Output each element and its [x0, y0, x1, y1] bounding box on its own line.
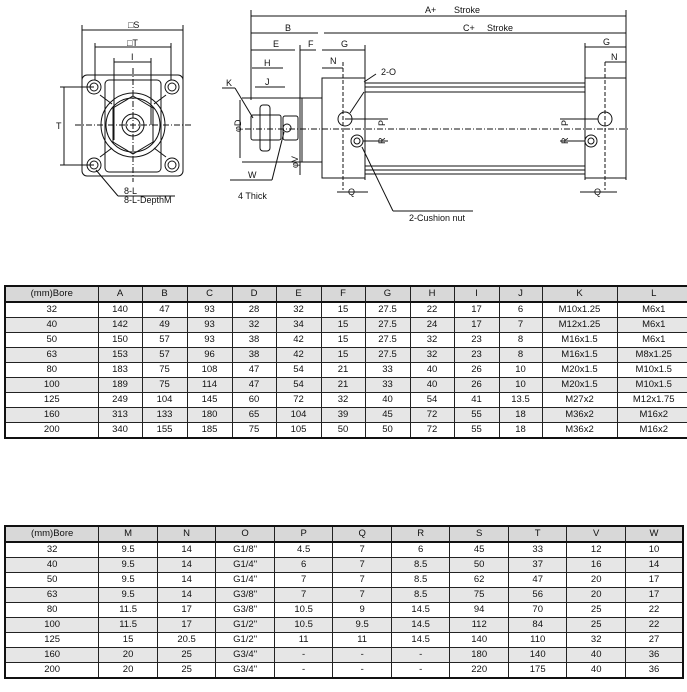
value-cell: 32	[276, 302, 321, 318]
value-cell: 75	[232, 423, 276, 439]
value-cell: 185	[187, 423, 232, 439]
value-cell: 7	[333, 542, 392, 558]
value-cell: M36x2	[542, 423, 617, 439]
value-cell: M6x1	[617, 318, 687, 333]
value-cell: 10	[499, 363, 542, 378]
value-cell: 94	[450, 603, 509, 618]
header-cell: W	[625, 526, 683, 542]
header-cell: (mm)Bore	[5, 526, 99, 542]
value-cell: 180	[450, 648, 509, 663]
value-cell: 28	[232, 302, 276, 318]
value-cell: 75	[142, 378, 187, 393]
table-row	[5, 302, 687, 318]
bore-cell: 80	[5, 603, 99, 618]
table-row	[5, 378, 687, 393]
value-cell: 25	[157, 648, 216, 663]
value-cell: 133	[142, 408, 187, 423]
header-cell: B	[142, 286, 187, 302]
value-cell: 340	[98, 423, 142, 439]
table-header-row	[5, 526, 683, 542]
value-cell: 54	[276, 378, 321, 393]
value-cell: 32	[567, 633, 626, 648]
label-t-side: T	[56, 121, 62, 131]
value-cell: 7	[333, 573, 392, 588]
value-cell: 6	[499, 302, 542, 318]
value-cell: 72	[276, 393, 321, 408]
value-cell: 22	[625, 603, 683, 618]
value-cell: 15	[321, 333, 365, 348]
label-f: F	[308, 39, 314, 49]
table-row	[5, 333, 687, 348]
label-s: □S	[128, 20, 140, 30]
value-cell: -	[333, 663, 392, 679]
bore-cell: 100	[5, 378, 98, 393]
value-cell: M10x1.5	[617, 363, 687, 378]
table-row	[5, 542, 683, 558]
table-row	[5, 618, 683, 633]
callout-8-l-depth: 8-L-DepthM	[124, 195, 172, 205]
value-cell: 13.5	[499, 393, 542, 408]
value-cell: 15	[99, 633, 158, 648]
table1-body	[5, 302, 687, 438]
label-cushion-nut: 2-Cushion nut	[409, 213, 466, 223]
table-row	[5, 633, 683, 648]
label-n-right: N	[611, 52, 618, 62]
value-cell: 142	[98, 318, 142, 333]
value-cell: 32	[321, 393, 365, 408]
value-cell: 70	[508, 603, 567, 618]
value-cell: 23	[454, 348, 499, 363]
value-cell: 110	[508, 633, 567, 648]
value-cell: 24	[410, 318, 454, 333]
value-cell: 93	[187, 302, 232, 318]
value-cell: 14.5	[391, 603, 450, 618]
value-cell: 50	[365, 423, 410, 439]
value-cell: 25	[567, 618, 626, 633]
value-cell: 21	[321, 363, 365, 378]
value-cell: 25	[567, 603, 626, 618]
side-view	[222, 5, 630, 223]
value-cell: 55	[454, 408, 499, 423]
value-cell: -	[391, 663, 450, 679]
value-cell: 8.5	[391, 558, 450, 573]
value-cell: 55	[454, 423, 499, 439]
value-cell: 93	[187, 333, 232, 348]
value-cell: 33	[365, 378, 410, 393]
table-row	[5, 348, 687, 363]
value-cell: 17	[454, 318, 499, 333]
value-cell: 26	[454, 378, 499, 393]
value-cell: 32	[232, 318, 276, 333]
value-cell: 45	[450, 542, 509, 558]
value-cell: 38	[232, 348, 276, 363]
value-cell: 56	[508, 588, 567, 603]
value-cell: 15	[321, 318, 365, 333]
label-q-left: Q	[348, 187, 356, 197]
value-cell: -	[391, 648, 450, 663]
bore-cell: 125	[5, 393, 98, 408]
value-cell: 75	[450, 588, 509, 603]
table-header-row	[5, 286, 687, 302]
value-cell: 10.5	[274, 603, 333, 618]
value-cell: 18	[499, 423, 542, 439]
header-cell: J	[499, 286, 542, 302]
callout-8-l: 8-L	[124, 186, 138, 196]
value-cell: 153	[98, 348, 142, 363]
bore-cell: 160	[5, 648, 99, 663]
bore-cell: 100	[5, 618, 99, 633]
value-cell: 65	[232, 408, 276, 423]
dimension-table-a-to-l	[4, 285, 687, 439]
value-cell: 16	[567, 558, 626, 573]
value-cell: 49	[142, 318, 187, 333]
value-cell: G3/4"	[216, 648, 275, 663]
table-row	[5, 588, 683, 603]
value-cell: 34	[276, 318, 321, 333]
table-row	[5, 363, 687, 378]
header-cell: S	[450, 526, 509, 542]
value-cell: 6	[391, 542, 450, 558]
value-cell: 17	[625, 588, 683, 603]
value-cell: 189	[98, 378, 142, 393]
value-cell: 10	[499, 378, 542, 393]
table-row	[5, 603, 683, 618]
value-cell: 47	[232, 363, 276, 378]
value-cell: G3/4"	[216, 663, 275, 679]
label-p-right: P	[560, 119, 570, 126]
value-cell: M16x2	[617, 408, 687, 423]
label-c-stroke: Stroke	[487, 23, 514, 33]
value-cell: 37	[508, 558, 567, 573]
bore-cell: 32	[5, 302, 98, 318]
value-cell: G1/4"	[216, 558, 275, 573]
header-cell: C	[187, 286, 232, 302]
value-cell: M6x1	[617, 302, 687, 318]
value-cell: 27.5	[365, 302, 410, 318]
value-cell: 183	[98, 363, 142, 378]
value-cell: 9.5	[99, 588, 158, 603]
value-cell: 12	[567, 542, 626, 558]
bore-cell: 32	[5, 542, 99, 558]
value-cell: 14	[157, 573, 216, 588]
value-cell: 54	[276, 363, 321, 378]
value-cell: 8.5	[391, 573, 450, 588]
value-cell: 175	[508, 663, 567, 679]
value-cell: 57	[142, 333, 187, 348]
value-cell: 14.5	[391, 633, 450, 648]
value-cell: 220	[450, 663, 509, 679]
value-cell: 20	[567, 573, 626, 588]
value-cell: 150	[98, 333, 142, 348]
value-cell: G1/8"	[216, 542, 275, 558]
value-cell: 20	[567, 588, 626, 603]
header-cell: I	[454, 286, 499, 302]
value-cell: M10x1.25	[542, 302, 617, 318]
value-cell: 26	[454, 363, 499, 378]
header-cell: M	[99, 526, 158, 542]
value-cell: 114	[187, 378, 232, 393]
bore-cell: 40	[5, 558, 99, 573]
value-cell: 17	[625, 573, 683, 588]
value-cell: 17	[157, 603, 216, 618]
value-cell: 42	[276, 333, 321, 348]
table-row	[5, 423, 687, 439]
value-cell: 75	[142, 363, 187, 378]
value-cell: M16x1.5	[542, 348, 617, 363]
value-cell: 140	[450, 633, 509, 648]
value-cell: 62	[450, 573, 509, 588]
value-cell: M20x1.5	[542, 363, 617, 378]
value-cell: 72	[410, 408, 454, 423]
value-cell: 108	[187, 363, 232, 378]
value-cell: 36	[625, 663, 683, 679]
value-cell: 11.5	[99, 618, 158, 633]
value-cell: G1/4"	[216, 573, 275, 588]
label-b: B	[285, 23, 292, 33]
value-cell: 11.5	[99, 603, 158, 618]
value-cell: 20.5	[157, 633, 216, 648]
table-row	[5, 408, 687, 423]
table-row	[5, 318, 687, 333]
value-cell: 50	[321, 423, 365, 439]
header-cell: K	[542, 286, 617, 302]
value-cell: -	[333, 648, 392, 663]
value-cell: 27.5	[365, 333, 410, 348]
table-row	[5, 648, 683, 663]
value-cell: 15	[321, 348, 365, 363]
value-cell: 7	[333, 588, 392, 603]
header-cell: F	[321, 286, 365, 302]
value-cell: 140	[508, 648, 567, 663]
value-cell: 313	[98, 408, 142, 423]
value-cell: 7	[274, 588, 333, 603]
value-cell: 33	[508, 542, 567, 558]
value-cell: M27x2	[542, 393, 617, 408]
label-n-left: N	[330, 56, 337, 66]
value-cell: 25	[157, 663, 216, 679]
value-cell: 93	[187, 318, 232, 333]
value-cell: G1/2"	[216, 633, 275, 648]
value-cell: 104	[276, 408, 321, 423]
value-cell: 17	[157, 618, 216, 633]
bore-cell: 40	[5, 318, 98, 333]
front-view	[56, 20, 192, 205]
value-cell: 23	[454, 333, 499, 348]
bore-cell: 50	[5, 333, 98, 348]
value-cell: 60	[232, 393, 276, 408]
value-cell: 40	[410, 363, 454, 378]
label-g-left: G	[341, 39, 349, 49]
value-cell: M6x1	[617, 333, 687, 348]
value-cell: M16x2	[617, 423, 687, 439]
label-port: 2-O	[381, 67, 397, 77]
label-e: E	[273, 39, 280, 49]
label-g-right: G	[603, 37, 611, 47]
value-cell: 36	[625, 648, 683, 663]
table-row	[5, 558, 683, 573]
value-cell: 7	[274, 573, 333, 588]
header-cell: G	[365, 286, 410, 302]
value-cell: 18	[499, 408, 542, 423]
value-cell: 32	[410, 348, 454, 363]
label-c: C+	[463, 23, 475, 33]
label-r-left: R	[377, 137, 387, 144]
value-cell: 105	[276, 423, 321, 439]
value-cell: 20	[99, 648, 158, 663]
value-cell: 47	[232, 378, 276, 393]
value-cell: 84	[508, 618, 567, 633]
label-t-top: □T	[127, 38, 138, 48]
header-cell: V	[567, 526, 626, 542]
label-r-right: R	[560, 137, 570, 144]
value-cell: 15	[321, 302, 365, 318]
value-cell: 27	[625, 633, 683, 648]
label-thick: 4 Thick	[238, 191, 267, 201]
label-j: J	[265, 77, 270, 87]
value-cell: 39	[321, 408, 365, 423]
value-cell: G3/8"	[216, 603, 275, 618]
label-h: H	[264, 58, 271, 68]
value-cell: 45	[365, 408, 410, 423]
value-cell: 11	[274, 633, 333, 648]
value-cell: 112	[450, 618, 509, 633]
value-cell: -	[274, 663, 333, 679]
value-cell: 14	[157, 542, 216, 558]
value-cell: M12x1.75	[617, 393, 687, 408]
header-cell: D	[232, 286, 276, 302]
value-cell: 47	[142, 302, 187, 318]
value-cell: 10.5	[274, 618, 333, 633]
bore-cell: 63	[5, 348, 98, 363]
label-phi-v: φV	[290, 156, 300, 168]
value-cell: 4.5	[274, 542, 333, 558]
value-cell: G3/8"	[216, 588, 275, 603]
bore-cell: 160	[5, 408, 98, 423]
value-cell: 40	[365, 393, 410, 408]
value-cell: 9.5	[333, 618, 392, 633]
value-cell: 104	[142, 393, 187, 408]
value-cell: M16x1.5	[542, 333, 617, 348]
label-i: I	[131, 52, 134, 62]
value-cell: 145	[187, 393, 232, 408]
value-cell: M10x1.5	[617, 378, 687, 393]
value-cell: 38	[232, 333, 276, 348]
value-cell: 96	[187, 348, 232, 363]
value-cell: 14	[157, 588, 216, 603]
header-cell: H	[410, 286, 454, 302]
bore-cell: 80	[5, 363, 98, 378]
value-cell: 33	[365, 363, 410, 378]
value-cell: G1/2"	[216, 618, 275, 633]
value-cell: 32	[410, 333, 454, 348]
value-cell: 20	[99, 663, 158, 679]
value-cell: 7	[333, 558, 392, 573]
value-cell: 8	[499, 348, 542, 363]
value-cell: 7	[499, 318, 542, 333]
header-cell: N	[157, 526, 216, 542]
header-cell: L	[617, 286, 687, 302]
label-a-stroke: Stroke	[454, 5, 481, 15]
value-cell: 8	[499, 333, 542, 348]
header-cell: Q	[333, 526, 392, 542]
header-cell: T	[508, 526, 567, 542]
header-cell: A	[98, 286, 142, 302]
value-cell: 155	[142, 423, 187, 439]
value-cell: 14	[625, 558, 683, 573]
value-cell: 11	[333, 633, 392, 648]
value-cell: 22	[625, 618, 683, 633]
value-cell: 22	[410, 302, 454, 318]
table2-body	[5, 542, 683, 678]
value-cell: M8x1.25	[617, 348, 687, 363]
bore-cell: 200	[5, 423, 98, 439]
value-cell: 10	[625, 542, 683, 558]
value-cell: M36x2	[542, 408, 617, 423]
label-w: W	[248, 170, 257, 180]
value-cell: 42	[276, 348, 321, 363]
value-cell: 50	[450, 558, 509, 573]
value-cell: 14.5	[391, 618, 450, 633]
table-row	[5, 393, 687, 408]
header-cell: R	[391, 526, 450, 542]
header-cell: O	[216, 526, 275, 542]
value-cell: 41	[454, 393, 499, 408]
value-cell: 9.5	[99, 558, 158, 573]
value-cell: 27.5	[365, 318, 410, 333]
table-row	[5, 663, 683, 679]
value-cell: 9	[333, 603, 392, 618]
value-cell: 54	[410, 393, 454, 408]
table-row	[5, 573, 683, 588]
value-cell: 72	[410, 423, 454, 439]
value-cell: 47	[508, 573, 567, 588]
bore-cell: 50	[5, 573, 99, 588]
value-cell: 9.5	[99, 542, 158, 558]
value-cell: 40	[410, 378, 454, 393]
label-a: A+	[425, 5, 437, 15]
value-cell: 9.5	[99, 573, 158, 588]
value-cell: 27.5	[365, 348, 410, 363]
value-cell: 14	[157, 558, 216, 573]
label-q-right: Q	[594, 187, 602, 197]
value-cell: M20x1.5	[542, 378, 617, 393]
label-phi-d: φD	[233, 119, 243, 132]
value-cell: 140	[98, 302, 142, 318]
dimension-table-m-to-w	[4, 525, 684, 679]
value-cell: 6	[274, 558, 333, 573]
value-cell: 57	[142, 348, 187, 363]
bore-cell: 200	[5, 663, 99, 679]
header-cell: (mm)Bore	[5, 286, 98, 302]
header-cell: P	[274, 526, 333, 542]
value-cell: 249	[98, 393, 142, 408]
value-cell: 40	[567, 648, 626, 663]
value-cell: 180	[187, 408, 232, 423]
value-cell: 17	[454, 302, 499, 318]
value-cell: 40	[567, 663, 626, 679]
label-k: K	[226, 78, 233, 88]
value-cell: 8.5	[391, 588, 450, 603]
cylinder-dimension-drawing	[0, 0, 687, 235]
bore-cell: 125	[5, 633, 99, 648]
value-cell: 21	[321, 378, 365, 393]
value-cell: -	[274, 648, 333, 663]
bore-cell: 63	[5, 588, 99, 603]
label-p-left: P	[377, 119, 387, 126]
header-cell: E	[276, 286, 321, 302]
value-cell: M12x1.25	[542, 318, 617, 333]
